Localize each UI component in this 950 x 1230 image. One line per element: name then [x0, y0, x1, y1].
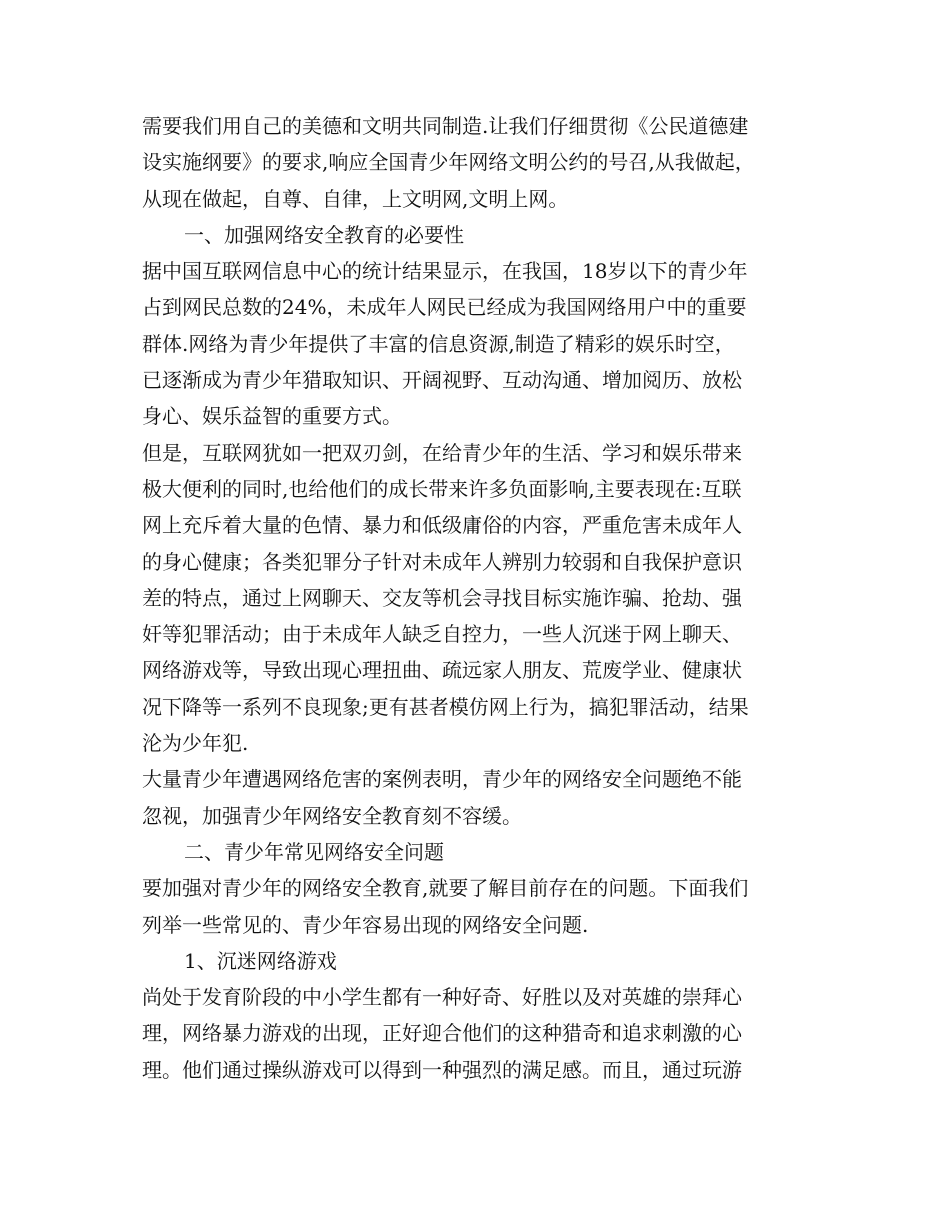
text-line: 差的特点，通过上网聊天、交友等机会寻找目标实施诈骗、抢劫、强	[142, 585, 742, 610]
section-heading: 二、青少年常见网络安全问题	[184, 839, 444, 864]
text-line: 大量青少年遭遇网络危害的案例表明，青少年的网络安全问题绝不能	[142, 767, 742, 792]
text-line: 但是，互联网犹如一把双刃剑，在给青少年的生活、学习和娱乐带来	[142, 440, 742, 465]
text-line: 理，网络暴力游戏的出现，正好迎合他们的这种猎奇和追求刺激的心	[142, 1021, 742, 1046]
text-line: 沦为少年犯.	[142, 731, 249, 756]
text-line: 已逐渐成为青少年猎取知识、开阔视野、互动沟通、增加阅历、放松	[142, 368, 742, 393]
text-line: 的身心健康；各类犯罪分子针对未成年人辨别力较弱和自我保护意识	[142, 549, 742, 574]
text-line: 理。他们通过操纵游戏可以得到一种强烈的满足感。而且，通过玩游	[142, 1057, 742, 1082]
text-line: 况下降等一系列不良现象;更有甚者模仿网上行为，搞犯罪活动，结果	[142, 694, 749, 719]
document-body	[142, 108, 814, 1088]
text-line: 要加强对青少年的网络安全教育,就要了解目前存在的问题。下面我们	[142, 876, 749, 901]
text-line: 群体.网络为青少年提供了丰富的信息资源,制造了精彩的娱乐时空，	[142, 331, 735, 356]
text-line: 身心、娱乐益智的重要方式。	[142, 404, 402, 429]
text-line: 占到网民总数的24%，未成年人网民已经成为我国网络用户中的重要	[142, 295, 747, 320]
text-line: 从现在做起，自尊、自律，上文明网,文明上网。	[142, 186, 569, 211]
section-heading: 一、加强网络安全教育的必要性	[184, 222, 464, 247]
text-line: 奸等犯罪活动；由于未成年人缺乏自控力，一些人沉迷于网上聊天、	[142, 622, 742, 647]
text-line: 网上充斥着大量的色情、暴力和低级庸俗的内容，严重危害未成年人	[142, 513, 742, 538]
text-line: 需要我们用自己的美德和文明共同制造.让我们仔细贯彻《公民道德建	[142, 114, 749, 138]
text-line: 忽视，加强青少年网络安全教育刻不容缓。	[142, 803, 522, 828]
text-line: 列举一些常见的、青少年容易出现的网络安全问题.	[142, 912, 589, 937]
text-line: 据中国互联网信息中心的统计结果显示，在我国，18岁以下的青少年	[142, 259, 748, 284]
text-line: 网络游戏等，导致出现心理扭曲、疏远家人朋友、荒废学业、健康状	[142, 658, 742, 683]
text-line: 尚处于发育阶段的中小学生都有一种好奇、好胜以及对英雄的崇拜心	[142, 985, 742, 1010]
text-line: 设实施纲要》的要求,响应全国青少年网络文明公约的号召,从我做起，	[142, 150, 755, 175]
section-heading: 1、沉迷网络游戏	[184, 948, 337, 973]
text-line: 极大便利的同时,也给他们的成长带来许多负面影响,主要表现在:互联	[142, 476, 742, 501]
